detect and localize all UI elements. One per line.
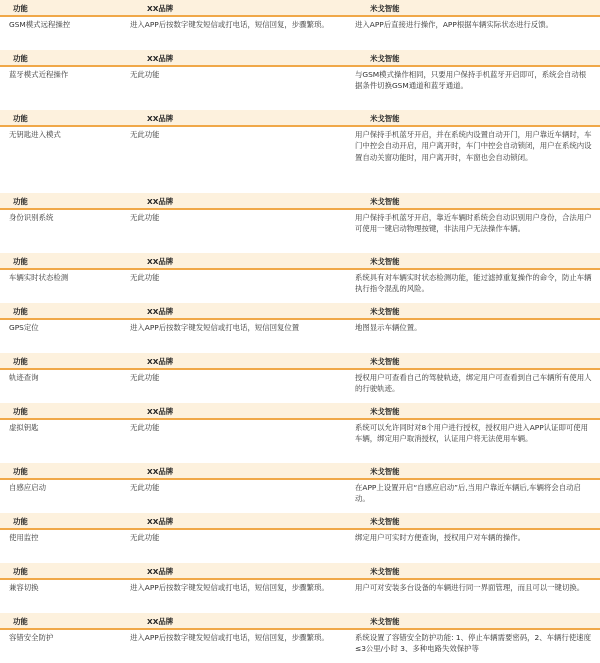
table-header <box>0 613 600 630</box>
row-group-11 <box>0 563 600 613</box>
header-brand-xx: XX品牌 <box>147 4 174 13</box>
table-row <box>0 420 600 463</box>
table-row <box>0 320 600 353</box>
table-header <box>0 110 600 127</box>
table-row <box>0 530 600 563</box>
row-group-4 <box>0 193 600 253</box>
midge-cell: 用户可对安装多台设备的车辆进行同一界面管理，而且可以一键切换。 <box>355 583 585 592</box>
xx-cell: 无此功能 <box>130 423 160 432</box>
feature-cell: GSM模式远程操控 <box>9 20 71 29</box>
row-group-12 <box>0 613 600 663</box>
header-brand-midge: 米戈智能 <box>370 114 400 123</box>
table-row <box>0 370 600 403</box>
header-brand-midge: 米戈智能 <box>370 307 400 316</box>
xx-cell: 无此功能 <box>130 273 160 282</box>
midge-cell: 系统具有对车辆实时状态检测功能，能过滤掉重复操作的命令，防止车辆执行指令混乱的风险。 <box>355 273 592 294</box>
table-row <box>0 67 600 110</box>
header-feature: 功能 <box>13 307 28 316</box>
header-feature: 功能 <box>13 467 28 476</box>
header-brand-xx: XX品牌 <box>147 467 174 476</box>
table-header <box>0 253 600 270</box>
table-row <box>0 580 600 613</box>
table-row <box>0 630 600 663</box>
header-brand-xx: XX品牌 <box>147 257 174 266</box>
header-brand-midge: 米戈智能 <box>370 567 400 576</box>
header-brand-midge: 米戈智能 <box>370 54 400 63</box>
header-brand-midge: 米戈智能 <box>370 467 400 476</box>
xx-cell: 无此功能 <box>130 130 160 139</box>
header-brand-xx: XX品牌 <box>147 54 174 63</box>
midge-cell: 系统设置了容错安全防护功能: 1、停止车辆需要密码，2、车辆行使速度≤3公里/小时 3、多种电路失效保护等 <box>355 633 591 654</box>
midge-cell: 在APP上设置开启“自感应启动”后,当用户靠近车辆后,车辆将会自动启动。 <box>355 483 581 504</box>
row-group-9 <box>0 463 600 513</box>
header-feature: 功能 <box>13 567 28 576</box>
table-row <box>0 17 600 50</box>
midge-cell: 授权用户可查看自己的驾驶轨迹，绑定用户可查看到自己车辆所有使用人的行驶轨迹。 <box>355 373 592 394</box>
xx-cell: 进入APP后按数字键发短信或打电话，短信回复，步骤繁琐。 <box>130 633 329 642</box>
header-brand-xx: XX品牌 <box>147 307 174 316</box>
table-header <box>0 563 600 580</box>
feature-cell: 兼容切换 <box>9 583 39 592</box>
header-feature: 功能 <box>13 517 28 526</box>
table-row <box>0 270 600 303</box>
header-brand-xx: XX品牌 <box>147 567 174 576</box>
table-header <box>0 193 600 210</box>
xx-cell: 进入APP后按数字键发短信或打电话，短信回复，步骤繁琐。 <box>130 20 329 29</box>
header-brand-midge: 米戈智能 <box>370 4 400 13</box>
header-brand-xx: XX品牌 <box>147 617 174 626</box>
header-feature: 功能 <box>13 257 28 266</box>
header-feature: 功能 <box>13 4 28 13</box>
table-header <box>0 50 600 67</box>
table-row <box>0 127 600 193</box>
midge-cell: 系统可以允许同时对8个用户进行授权，授权用户进入APP认证即可使用车辆，绑定用户取消授权，认证用户将无法使用车辆。 <box>355 423 589 444</box>
row-group-3 <box>0 110 600 193</box>
header-feature: 功能 <box>13 357 28 366</box>
midge-cell: 用户保持手机蓝牙开启，靠近车辆时系统会自动识别用户身份，合法用户可使用一键启动物理按键，非法用户无法操作车辆。 <box>355 213 592 234</box>
xx-cell: 进入APP后按数字键发短信或打电话，短信回复位置 <box>130 323 300 332</box>
row-group-8 <box>0 403 600 463</box>
header-brand-midge: 米戈智能 <box>370 407 400 416</box>
feature-cell: 容错安全防护 <box>9 633 54 642</box>
row-group-6 <box>0 303 600 353</box>
header-feature: 功能 <box>13 407 28 416</box>
feature-cell: 蓝牙模式近程操作 <box>9 70 69 79</box>
header-brand-xx: XX品牌 <box>147 407 174 416</box>
feature-cell: 虚拟钥匙 <box>9 423 39 432</box>
feature-cell: 身份识别系统 <box>9 213 54 222</box>
header-brand-midge: 米戈智能 <box>370 357 400 366</box>
feature-cell: 自感应启动 <box>9 483 46 492</box>
feature-cell: GPS定位 <box>9 323 39 332</box>
header-brand-midge: 米戈智能 <box>370 617 400 626</box>
row-group-1 <box>0 0 600 50</box>
table-header <box>0 463 600 480</box>
row-group-7 <box>0 353 600 403</box>
table-row <box>0 210 600 253</box>
header-brand-xx: XX品牌 <box>147 517 174 526</box>
row-group-10 <box>0 513 600 563</box>
midge-cell: 绑定用户可实时方便查询，授权用户对车辆的操作。 <box>355 533 525 542</box>
feature-cell: 无钥匙进入模式 <box>9 130 61 139</box>
header-brand-xx: XX品牌 <box>147 197 174 206</box>
header-brand-midge: 米戈智能 <box>370 517 400 526</box>
table-header <box>0 303 600 320</box>
header-feature: 功能 <box>13 54 28 63</box>
table-header <box>0 513 600 530</box>
header-brand-xx: XX品牌 <box>147 357 174 366</box>
header-brand-midge: 米戈智能 <box>370 197 400 206</box>
table-header <box>0 353 600 370</box>
header-brand-midge: 米戈智能 <box>370 257 400 266</box>
xx-cell: 无此功能 <box>130 213 160 222</box>
xx-cell: 进入APP后按数字键发短信或打电话，短信回复，步骤繁琐。 <box>130 583 329 592</box>
header-brand-xx: XX品牌 <box>147 114 174 123</box>
table-row <box>0 480 600 513</box>
xx-cell: 无此功能 <box>130 483 160 492</box>
midge-cell: 进入APP后直接进行操作，APP根据车辆实际状态进行反馈。 <box>355 20 553 29</box>
row-group-5 <box>0 253 600 303</box>
xx-cell: 无此功能 <box>130 70 160 79</box>
midge-cell: 与GSM模式操作相同，只要用户保持手机蓝牙开启即可，系统会自动根据条件切换GSM通道和蓝牙通道。 <box>355 70 587 91</box>
feature-cell: 使用监控 <box>9 533 39 542</box>
table-header <box>0 403 600 420</box>
feature-cell: 轨迹查询 <box>9 373 39 382</box>
midge-cell: 用户保持手机蓝牙开启，并在系统内设置自动开门，用户靠近车辆时，车门中控会自动开启，用户离开时，车门中控会自动锁闭，用户在系统内设置自动关窗功能时，用户离开时，车窗也会自动锁闭。 <box>355 130 592 162</box>
header-feature: 功能 <box>13 197 28 206</box>
header-feature: 功能 <box>13 617 28 626</box>
header-feature: 功能 <box>13 114 28 123</box>
midge-cell: 地图显示车辆位置。 <box>355 323 422 332</box>
table-header <box>0 0 600 17</box>
feature-cell: 车辆实时状态检测 <box>9 273 69 282</box>
row-group-2 <box>0 50 600 110</box>
xx-cell: 无此功能 <box>130 373 160 382</box>
xx-cell: 无此功能 <box>130 533 160 542</box>
